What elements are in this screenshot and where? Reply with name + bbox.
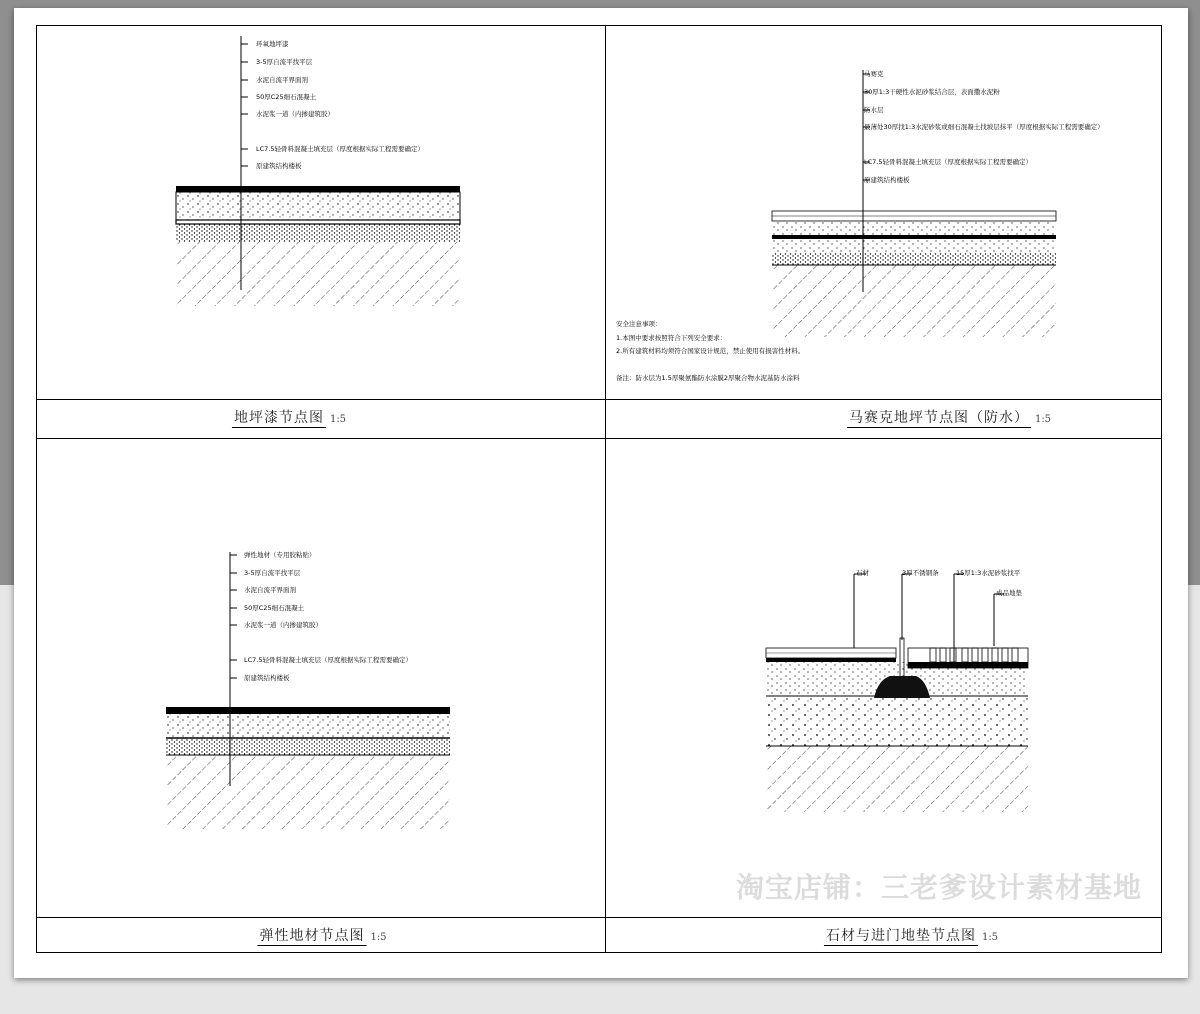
caption-panel-4 bbox=[824, 925, 998, 945]
panel-4-leaders bbox=[854, 574, 1054, 654]
concrete-layer bbox=[176, 192, 460, 220]
slurry-layer bbox=[176, 220, 460, 224]
panel-1-label-3: 水泥自流平界面剂 bbox=[256, 76, 308, 84]
panel-1-label-2: 3-5厚自流平找平层 bbox=[256, 58, 313, 66]
structural-slab-layer bbox=[166, 755, 450, 829]
panel-1-label-1: 环氧地坪漆 bbox=[256, 40, 289, 48]
shop-watermark: 淘宝店铺：三老爹设计素材基地 bbox=[736, 871, 1143, 904]
drawing-sheet bbox=[14, 8, 1188, 978]
note-line-2: 2.所有建筑材料均须符合国家设计规范，禁止使用有损害性材料。 bbox=[616, 347, 805, 355]
panel-4-label-2: 3厚不锈钢条 bbox=[902, 569, 939, 577]
panel-4-title: 石材与进门地垫节点图 bbox=[825, 928, 976, 944]
panel-2-label-5: LC7.5轻骨料混凝土填充层（厚度根据实际工程需要确定） bbox=[864, 158, 1032, 166]
panel-2-label-3: 防水层 bbox=[864, 106, 884, 114]
structural-slab-layer bbox=[176, 242, 460, 306]
panel-4-label-1: 石材 bbox=[856, 569, 869, 577]
panel-1-label-5: 水泥浆一道（内掺建筑胶） bbox=[256, 110, 334, 118]
vertical-divider bbox=[605, 26, 606, 952]
panel-4-label-4: 成品地垫 bbox=[996, 589, 1022, 597]
panel-1-label-6: LC7.5轻骨料混凝土填充层（厚度根据实际工程需要确定） bbox=[256, 145, 424, 153]
panel-1-label-7: 原建筑结构楼板 bbox=[256, 162, 302, 170]
panel-3-label-3: 水泥自流平界面剂 bbox=[244, 586, 296, 594]
panel-2-label-4: 最薄处30厚找1:3水泥砂浆或细石混凝土找坡层抹平（厚度根据实际工程需要确定） bbox=[864, 123, 1104, 131]
panel-2-notes bbox=[616, 318, 804, 385]
caption-row-top bbox=[37, 400, 1161, 438]
structural-slab-layer bbox=[772, 265, 1056, 337]
panel-1-label-4: 50厚C25细石混凝土 bbox=[256, 93, 317, 101]
lightweight-fill-layer bbox=[772, 253, 1056, 265]
panel-3-label-7: 原建筑结构楼板 bbox=[244, 674, 290, 682]
panel-3-scale: 1:5 bbox=[370, 932, 387, 943]
panel-2-title: 马赛克地坪节点图（防水） bbox=[848, 410, 1029, 426]
lightweight-fill-layer bbox=[176, 224, 460, 242]
panel-3-label-5: 水泥浆一道（内掺建筑胶） bbox=[244, 621, 322, 629]
panel-2-label-6: 原建筑结构楼板 bbox=[864, 176, 910, 184]
stone-setting-line bbox=[766, 658, 896, 662]
panel-4-section-drawing bbox=[766, 632, 1036, 802]
panel-3-label-1: 弹性地材（专用胶粘贴） bbox=[244, 551, 316, 559]
panel-4-scale: 1:5 bbox=[981, 932, 999, 943]
resilient-floor-layer bbox=[166, 707, 450, 714]
concrete-layer bbox=[166, 714, 450, 738]
concrete-base bbox=[766, 696, 1028, 746]
panel-1-title: 地坪漆节点图 bbox=[233, 410, 324, 426]
waterproof-layer bbox=[772, 235, 1056, 239]
panel-3-label-6: LC7.5轻骨料混凝土填充层（厚度根据实际工程需要确定） bbox=[244, 656, 412, 664]
panel-2-label-1: 马赛克 bbox=[864, 70, 884, 78]
panel-2-leader-line bbox=[862, 70, 882, 300]
panel-1-scale: 1:5 bbox=[329, 414, 347, 425]
panel-2-scale: 1:5 bbox=[1034, 414, 1052, 425]
panel-1-section-drawing bbox=[176, 186, 476, 316]
panel-3-title: 弹性地材节点图 bbox=[259, 928, 365, 944]
panel-4-label-3: 15厚1:3水泥砂浆找平 bbox=[956, 569, 1021, 577]
panel-2-section-drawing bbox=[772, 211, 1072, 341]
panel-3-label-4: 50厚C25细石混凝土 bbox=[244, 604, 305, 612]
note-line-1: 1.本图中要求按照符合下列安全要求： bbox=[616, 333, 727, 342]
panel-2-label-2: 30厚1:3干硬性水泥砂浆结合层，表面撒水泥粉 bbox=[864, 88, 1000, 96]
panel-3-label-2: 3-5厚自流平找平层 bbox=[244, 569, 301, 577]
screed-layer bbox=[772, 239, 1056, 253]
lightweight-fill-layer bbox=[166, 739, 450, 755]
horizontal-divider bbox=[37, 438, 1161, 439]
caption-panel-3 bbox=[257, 925, 386, 945]
caption-panel-1 bbox=[232, 407, 346, 427]
caption-panel-2 bbox=[847, 407, 1051, 427]
panel-3-section-drawing bbox=[166, 707, 466, 837]
mortar-bed-layer bbox=[772, 221, 1056, 235]
note-remark: 备注：防水层为1.5厚聚氨酯防水涂膜2厚聚合物水泥基防水涂料 bbox=[616, 373, 800, 382]
epoxy-coat-layer bbox=[176, 186, 460, 192]
caption-row-bottom bbox=[37, 918, 1161, 956]
note-heading: 安全注意事项： bbox=[616, 320, 662, 328]
structural-slab bbox=[766, 746, 1028, 812]
